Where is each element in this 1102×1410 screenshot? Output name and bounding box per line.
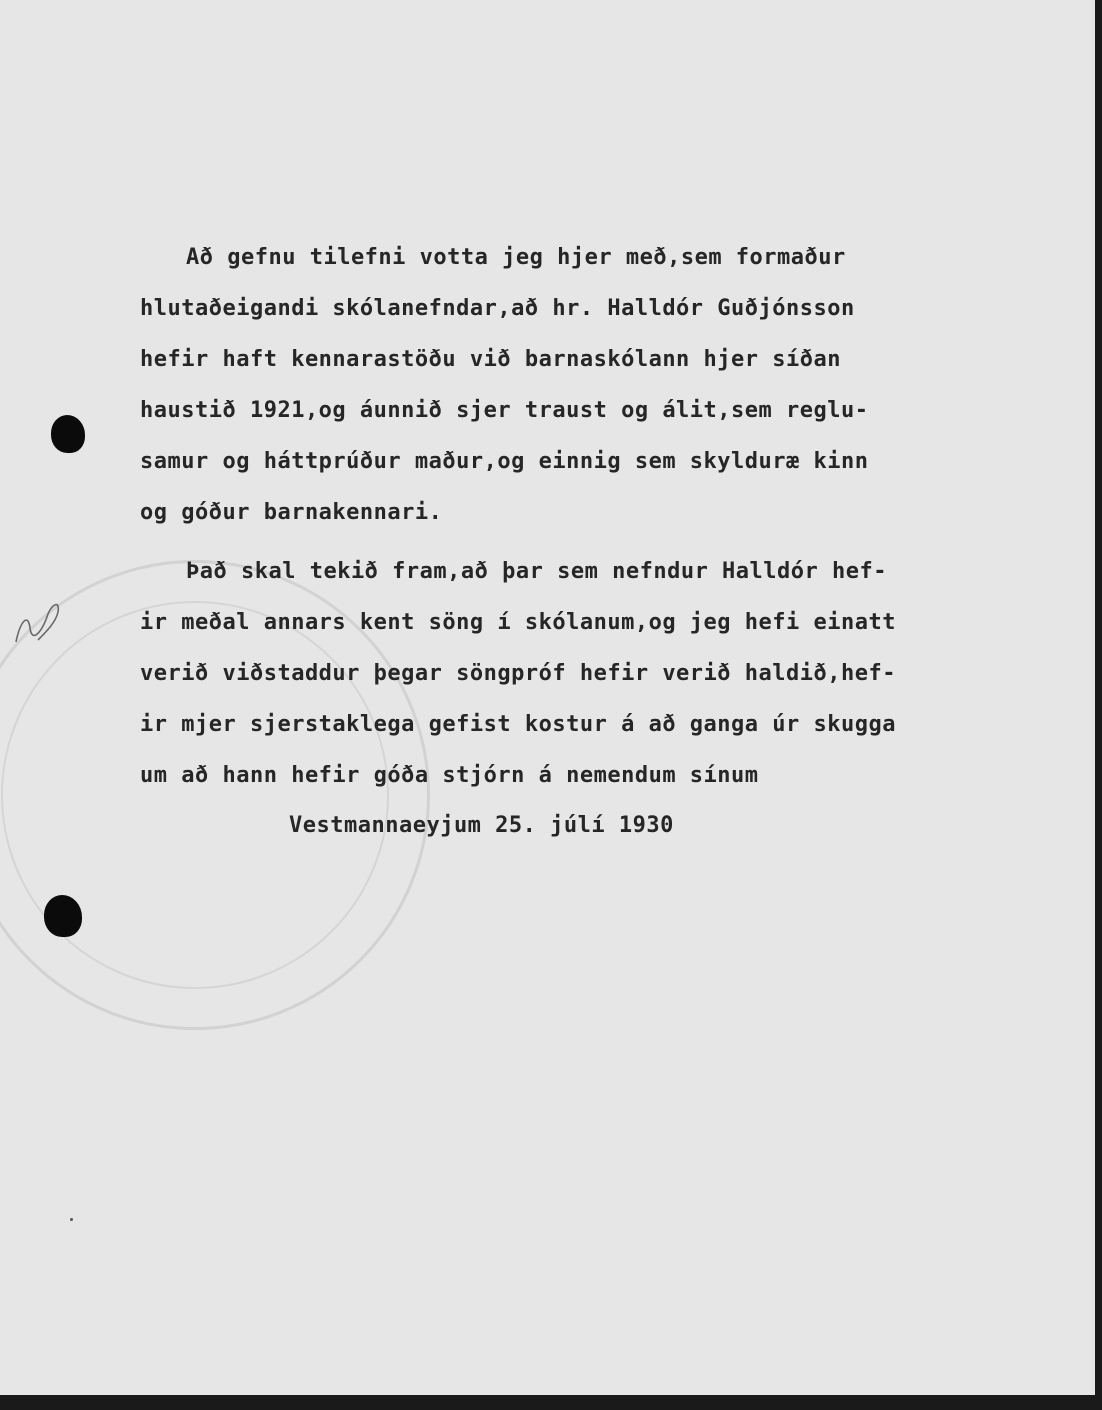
letter-body xyxy=(140,232,1000,801)
text-line: samur og háttprúður maður,og einnig sem skylduræ kinn xyxy=(140,449,869,474)
margin-pencil-mark xyxy=(8,592,68,652)
text-line: og góður barnakennari. xyxy=(140,500,443,525)
text-line: ir meðal annars kent söng í skólanum,og jeg hefi einatt xyxy=(140,610,896,635)
place-and-date: Vestmannaeyjum 25. júlí 1930 xyxy=(289,813,674,838)
punch-hole-bottom xyxy=(44,895,82,937)
punch-hole-top xyxy=(51,415,85,453)
text-line: Að gefnu tilefni votta jeg hjer með,sem formaður xyxy=(186,245,846,270)
paragraph-1 xyxy=(140,232,1000,538)
paragraph-2 xyxy=(140,546,1000,801)
scan-border-right xyxy=(1095,0,1102,1410)
text-line: ir mjer sjerstaklega gefist kostur á að ganga úr skugga xyxy=(140,712,896,737)
text-line: Það skal tekið fram,að þar sem nefndur Halldór hef- xyxy=(186,559,888,584)
text-line: hefir haft kennarastöðu við barnaskólann hjer síðan xyxy=(140,347,842,372)
text-line: um að hann hefir góða stjórn á nemendum sínum xyxy=(140,763,759,788)
text-line: verið viðstaddur þegar söngpróf hefir verið haldið,hef- xyxy=(140,661,896,686)
text-line: haustið 1921,og áunnið sjer traust og álit,sem reglu- xyxy=(140,398,869,423)
paper-speck xyxy=(70,1218,73,1221)
scan-border-bottom xyxy=(0,1395,1102,1410)
text-line: hlutaðeigandi skólanefndar,að hr. Halldór Guðjónsson xyxy=(140,296,855,321)
